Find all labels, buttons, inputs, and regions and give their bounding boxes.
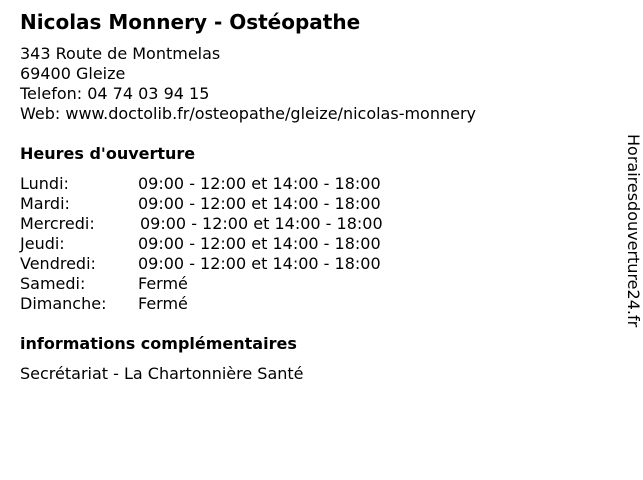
hours-row-sunday [20,294,383,314]
extra-info-text: Secrétariat - La Chartonnière Santé [20,364,304,383]
day-label: Lundi: [20,174,69,193]
day-hours: 09:00 - 12:00 et 14:00 - 18:00 [138,174,381,193]
day-label: Jeudi: [20,234,65,253]
day-hours: 09:00 - 12:00 et 14:00 - 18:00 [138,254,381,273]
hours-table [20,174,383,314]
hours-row-tuesday [20,194,383,214]
website-url: Web: www.doctolib.fr/osteopathe/gleize/nicolas-monnery [20,104,477,123]
day-label: Dimanche: [20,294,107,313]
extra-info-heading: informations complémentaires [20,334,297,353]
hours-heading: Heures d'ouverture [20,144,196,163]
site-watermark: Horairesdouverture24.fr [624,134,643,328]
street-address: 343 Route de Montmelas [20,44,221,63]
day-label: Mardi: [20,194,70,213]
address-block [20,44,476,124]
day-label: Samedi: [20,274,86,293]
hours-row-wednesday [20,214,383,234]
phone-number: Telefon: 04 74 03 94 15 [20,84,210,103]
hours-row-saturday [20,274,383,294]
day-label: Vendredi: [20,254,96,273]
business-name: Nicolas Monnery - Ostéopathe [20,10,361,34]
day-hours: Fermé [138,294,188,313]
city-postcode: 69400 Gleize [20,64,126,83]
day-hours: 09:00 - 12:00 et 14:00 - 18:00 [138,234,381,253]
hours-row-friday [20,254,383,274]
hours-row-thursday [20,234,383,254]
hours-row-monday [20,174,383,194]
day-hours: 09:00 - 12:00 et 14:00 - 18:00 [140,214,383,233]
day-hours: Fermé [138,274,188,293]
day-hours: 09:00 - 12:00 et 14:00 - 18:00 [138,194,381,213]
day-label: Mercredi: [20,214,95,233]
